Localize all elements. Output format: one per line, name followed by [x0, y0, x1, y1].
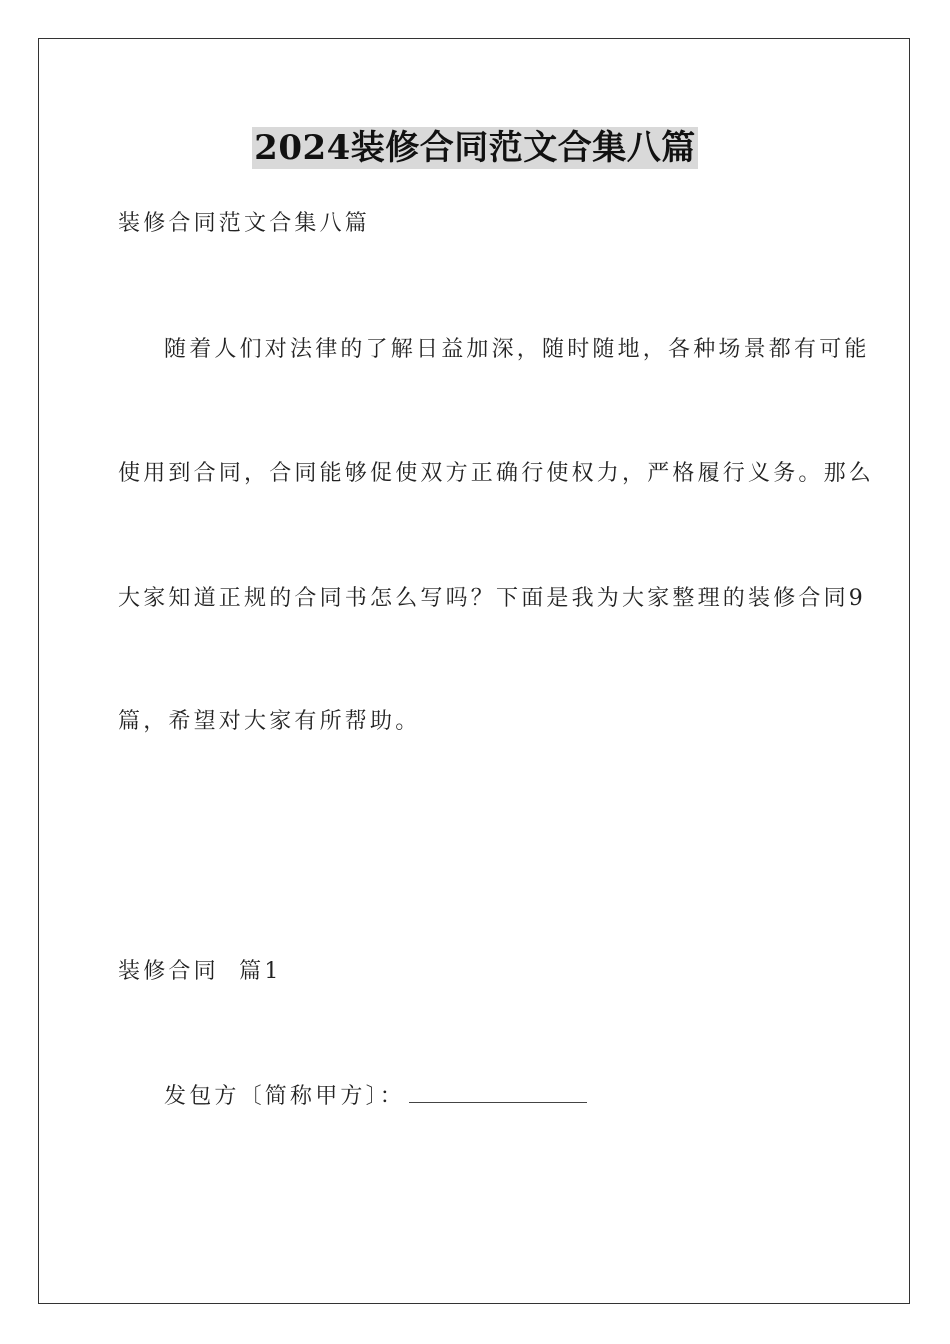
intro-line-1: 随着人们对法律的了解日益加深，随时随地，各种场景都有可能 [164, 337, 870, 362]
section-heading: 装修合同 篇1 [118, 959, 282, 984]
title-container [0, 127, 950, 169]
document-title: 2024装修合同范文合集八篇 [254, 128, 696, 168]
contractor-field-blank [409, 1082, 587, 1103]
intro-line-4: 篇，希望对大家有所帮助。 [118, 709, 421, 734]
contractor-field-label: 发包方〔简称甲方〕： [164, 1084, 406, 1109]
contractor-field [164, 1082, 587, 1112]
intro-line-3: 大家知道正规的合同书怎么写吗？下面是我为大家整理的装修合同9 [118, 586, 866, 611]
intro-line-2: 使用到合同，合同能够促使双方正确行使权力，严格履行义务。那么 [118, 461, 875, 486]
document-subtitle: 装修合同范文合集八篇 [118, 211, 371, 236]
